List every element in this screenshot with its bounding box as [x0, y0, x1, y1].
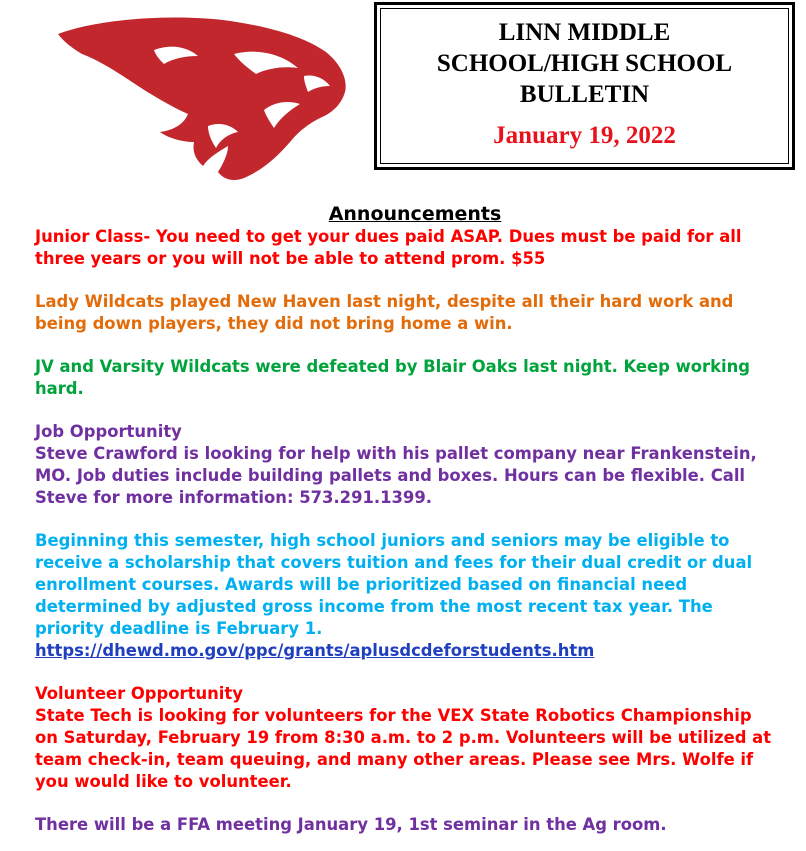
title-line-1: LINN MIDDLE: [498, 19, 671, 46]
lady-wildcats-line-2: being down players, they did not bring home a win.: [35, 314, 513, 333]
ffa-meeting-announcement: There will be a FFA meeting January 19, 1st seminar in the Ag room.: [35, 815, 667, 834]
volunteer-line-1: State Tech is looking for volunteers for the VEX State Robotics Championship: [35, 706, 752, 725]
title-line-3: BULLETIN: [519, 81, 650, 108]
lady-wildcats-announcement: [35, 291, 775, 335]
jv-varsity-announcement: [35, 356, 775, 400]
job-opportunity-title: Job Opportunity: [35, 422, 182, 441]
job-line-3: Steve for more information: 573.291.1399.: [35, 488, 432, 507]
announcements-section: [35, 202, 775, 836]
job-line-2: MO. Job duties include building pallets and boxes. Hours can be flexible. Call: [35, 466, 746, 485]
jv-varsity-line-1: JV and Varsity Wildcats were defeated by Blair Oaks last night. Keep working: [35, 357, 751, 376]
volunteer-opportunity-announcement: [35, 683, 775, 793]
title-line-2: SCHOOL/HIGH SCHOOL: [436, 50, 733, 77]
junior-class-announcement: [35, 226, 775, 270]
volunteer-line-4: you would like to volunteer.: [35, 772, 292, 791]
scholarship-link[interactable]: https://dhewd.mo.gov/ppc/grants/aplusdcdeforstudents.htm: [35, 641, 595, 660]
scholarship-line-5: priority deadline is February 1.: [35, 619, 323, 638]
volunteer-title: Volunteer Opportunity: [35, 684, 243, 703]
bulletin-title-box: [374, 2, 795, 170]
scholarship-line-3: enrollment courses. Awards will be prioritized based on financial need: [35, 575, 688, 594]
bulletin-date: January 19, 2022: [493, 122, 676, 149]
junior-class-line-2: three years or you will not be able to attend prom. $55: [35, 249, 546, 268]
scholarship-line-4: determined by adjusted gross income from the most recent tax year. The: [35, 597, 713, 616]
volunteer-line-2: on Saturday, February 19 from 8:30 a.m. to 2 p.m. Volunteers will be utilized at: [35, 728, 772, 747]
scholarship-announcement: [35, 530, 775, 662]
jv-varsity-line-2: hard.: [35, 379, 84, 398]
junior-class-line-1: Junior Class- You need to get your dues paid ASAP. Dues must be paid for all: [35, 227, 742, 246]
scholarship-line-1: Beginning this semester, high school juniors and seniors may be eligible to: [35, 531, 730, 550]
scholarship-line-2: receive a scholarship that covers tuition and fees for their dual credit or dual: [35, 553, 753, 572]
volunteer-line-3: team check-in, team queuing, and many other areas. Please see Mrs. Wolfe if: [35, 750, 754, 769]
bulletin-title-inner: [380, 8, 789, 164]
announcements-heading: Announcements: [328, 203, 502, 225]
job-opportunity-announcement: [35, 421, 775, 509]
lady-wildcats-line-1: Lady Wildcats played New Haven last night, despite all their hard work and: [35, 292, 734, 311]
wildcat-head-icon: [58, 14, 348, 184]
job-line-1: Steve Crawford is looking for help with his pallet company near Frankenstein,: [35, 444, 757, 463]
